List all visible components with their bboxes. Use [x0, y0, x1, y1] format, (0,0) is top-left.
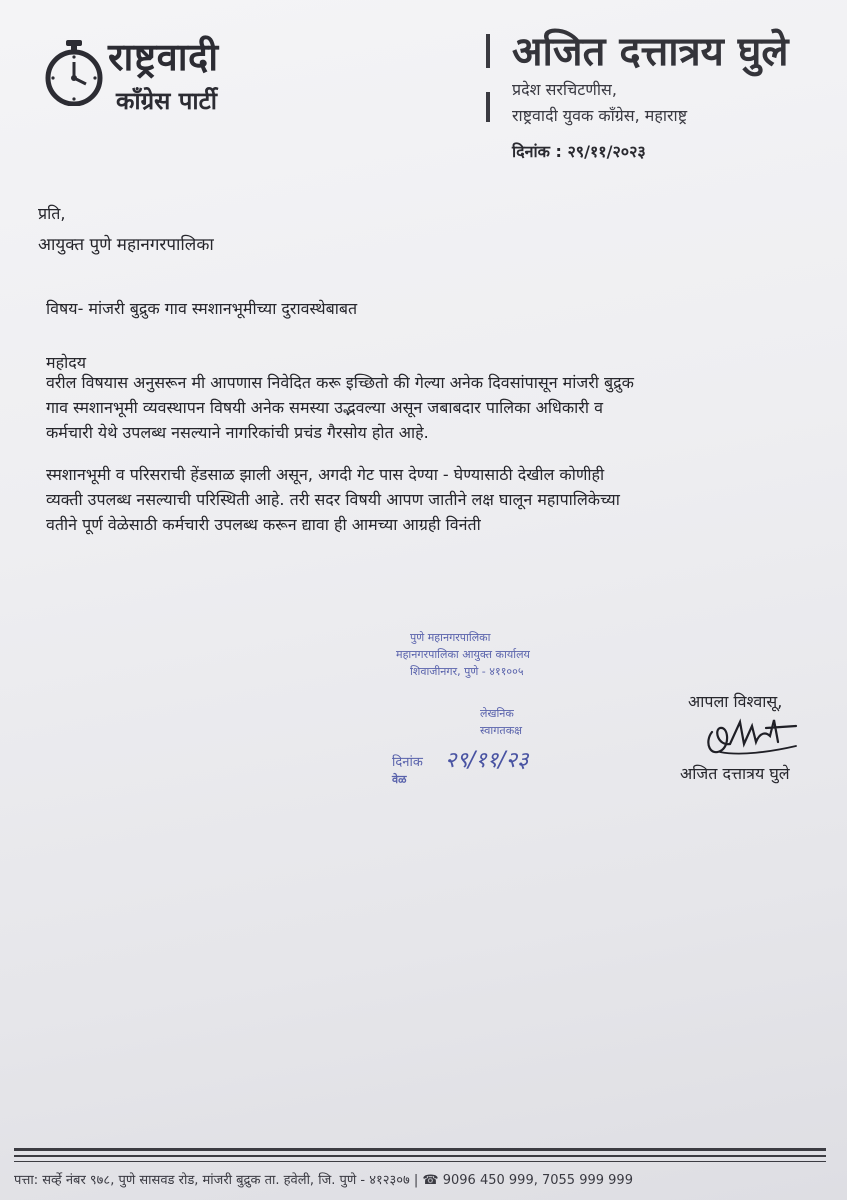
stamp-time-label: वेळ — [392, 773, 407, 786]
body-paragraph-2 — [46, 462, 620, 537]
stamp-line: लेखनिक — [480, 707, 514, 720]
header-divider — [486, 92, 490, 122]
designation-line: प्रदेश सरचिटणीस, — [512, 80, 617, 99]
paragraph-line: गाव स्मशानभूमी व्यवस्थापन विषयी अनेक समस्या उद्भवल्या असून जबाबदार पालिका अधिकारी व — [46, 398, 603, 417]
signer-name: अजित दत्तात्रय घुले — [680, 764, 790, 783]
signature — [700, 702, 800, 762]
clock-icon — [44, 40, 104, 106]
designation-line: राष्ट्रवादी युवक काँग्रेस, महाराष्ट्र — [512, 106, 688, 125]
paragraph-line: वरील विषयास अनुसरून मी आपणास निवेदित करू इच्छितो की गेल्या अनेक दिवसांपासून मांजरी बुद्रुक — [46, 373, 634, 392]
stamp-date-handwritten: २९/११/२३ — [445, 748, 529, 773]
stamp-line: महानगरपालिका आयुक्त कार्यालय — [396, 648, 530, 661]
header-divider — [486, 34, 490, 68]
paragraph-line: कर्मचारी येथे उपलब्ध नसल्याने नागरिकांची प्रचंड गैरसोय होत आहे. — [46, 423, 429, 442]
paragraph-line: स्मशानभूमी व परिसराची हेंडसाळ झाली असून, अगदी गेट पास देण्या - घेण्यासाठी देखील कोणीही — [46, 465, 605, 484]
prati-label: प्रति, — [38, 204, 66, 223]
footer-address: पत्ता: सर्व्हे नंबर ९७८, पुणे सासवड रोड, मांजरी बुद्रुक ता. हवेली, जि. पुणे - ४१२३०७ | ☎ 9096 450 999, 7055 999 999 — [14, 1173, 633, 1188]
party-name: राष्ट्रवादी — [108, 35, 219, 79]
paragraph-line: वतीने पूर्ण वेळेसाठी कर्मचारी उपलब्ध करून द्यावा ही आमच्या आग्रही विनंती — [46, 515, 481, 534]
stamp-line: शिवाजीनगर, पुणे - ४११००५ — [410, 665, 524, 678]
paragraph-line: व्यक्ती उपलब्ध नसल्याची परिस्थिती आहे. तरी सदर विषयी आपण जातीने लक्ष घालून महापालिकेच्या — [46, 490, 620, 509]
footer-rule — [14, 1155, 826, 1157]
letterhead-name: अजित दत्तात्रय घुले — [512, 29, 789, 75]
salutation: महोदय — [46, 353, 86, 372]
footer-rule — [14, 1148, 826, 1151]
closing-line: आपला विश्वासू, — [688, 692, 783, 711]
stamp-date-label: दिनांक — [392, 755, 423, 770]
footer-rule — [14, 1161, 826, 1162]
body-paragraph-1 — [46, 370, 634, 445]
subject-line: विषय- मांजरी बुद्रुक गाव स्मशानभूमीच्या दुरावस्थेबाबत — [46, 299, 358, 318]
party-subtitle: काँग्रेस पार्टी — [116, 87, 217, 115]
letter-date: दिनांक : २९/११/२०२३ — [512, 142, 646, 161]
stamp-line: स्वागतकक्ष — [480, 724, 523, 737]
stamp-line: पुणे महानगरपालिका — [410, 631, 491, 644]
recipient: आयुक्त पुणे महानगरपालिका — [38, 235, 214, 255]
